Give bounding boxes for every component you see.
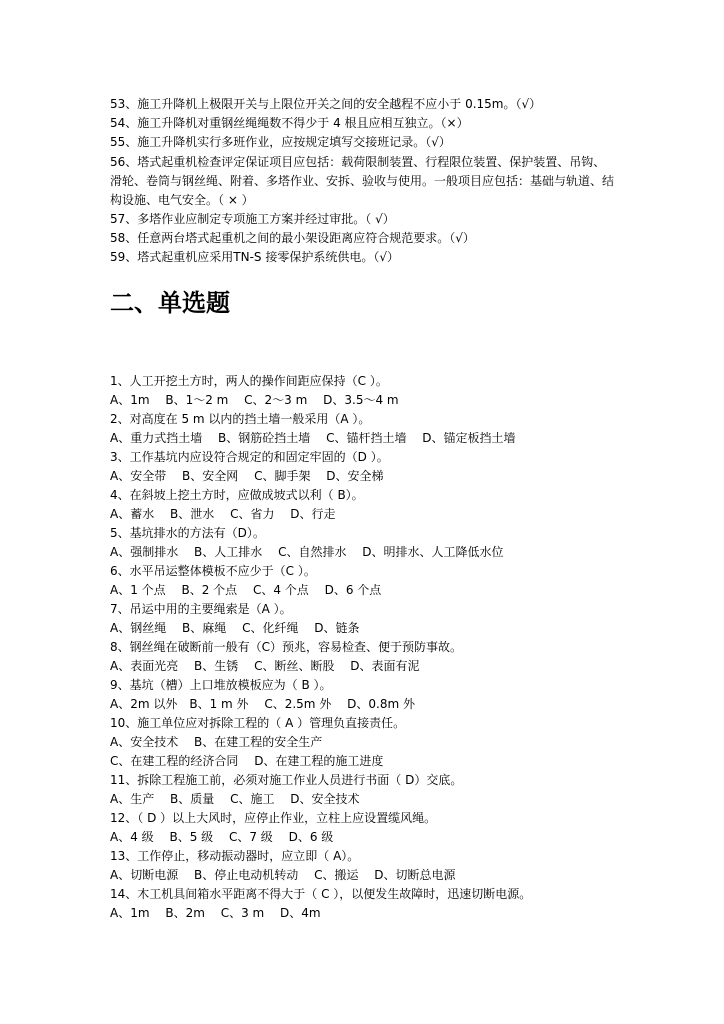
question-6: 6、水平吊运整体模板不应少于（C ）。 bbox=[110, 564, 316, 578]
question-14-options: A、1m B、2m C、3 m D、4m bbox=[110, 906, 321, 920]
question-9: 9、基坑（槽）上口堆放模板应为（ B ）。 bbox=[110, 678, 332, 692]
question-9-options: A、2m 以外 B、1 m 外 C、2.5m 外 D、0.8m 外 bbox=[110, 697, 415, 711]
question-11-options: A、生产 B、质量 C、施工 D、安全技术 bbox=[110, 792, 360, 806]
section-title: 二、单选题 bbox=[110, 288, 230, 317]
question-10-options-2: C、在建工程的经济合同 D、在建工程的施工进度 bbox=[110, 754, 384, 768]
question-3: 3、工作基坑内应设符合规定的和固定牢固的（D ）。 bbox=[110, 450, 389, 464]
question-1: 1、人工开挖土方时，两人的操作间距应保持（C ）。 bbox=[110, 374, 388, 388]
question-3-options: A、安全带 B、安全网 C、脚手架 D、安全梯 bbox=[110, 469, 384, 483]
question-10: 10、施工单位应对拆除工程的（ A ）管理负直接责任。 bbox=[110, 716, 406, 730]
tf-item-53: 53、施工升降机上极限开关与上限位开关之间的安全越程不应小于 0.15m。（√） bbox=[110, 97, 542, 111]
question-14: 14、木工机具间箱水平距离不得大于（ C ），以便发生故障时，迅速切断电源。 bbox=[110, 887, 532, 901]
question-13-options: A、切断电源 B、停止电动机转动 C、搬运 D、切断总电源 bbox=[110, 868, 456, 882]
tf-item-55: 55、施工升降机实行多班作业，应按规定填写交接班记录。（√） bbox=[110, 135, 451, 149]
question-12-options: A、4 级 B、5 级 C、7 级 D、6 级 bbox=[110, 830, 334, 844]
question-4-options: A、蓄水 B、泄水 C、省力 D、行走 bbox=[110, 507, 336, 521]
question-5: 5、基坑排水的方法有（D）。 bbox=[110, 526, 265, 540]
question-2-options: A、重力式挡土墙 B、钢筋砼挡土墙 C、锚杆挡土墙 D、锚定板挡土墙 bbox=[110, 431, 516, 445]
question-1-options: A、1m B、1～2 m C、2～3 m D、3.5～4 m bbox=[110, 393, 399, 407]
question-6-options: A、1 个点 B、2 个点 C、4 个点 D、6 个点 bbox=[110, 583, 382, 597]
tf-item-56-line-1: 56、塔式起重机检查评定保证项目应包括：载荷限制装置、行程限位装置、保护装置、吊钩、 bbox=[110, 155, 606, 169]
question-8: 8、钢丝绳在破断前一般有（C）预兆，容易检查、便于预防事故。 bbox=[110, 640, 463, 654]
tf-item-59: 59、塔式起重机应采用TN-S 接零保护系统供电。（√） bbox=[110, 250, 399, 264]
tf-item-56-line-3: 构设施、电气安全。（ × ） bbox=[110, 193, 254, 207]
tf-item-57: 57、多塔作业应制定专项施工方案并经过审批。（ √） bbox=[110, 212, 395, 226]
tf-item-56-line-2: 滑轮、卷筒与钢丝绳、附着、多塔作业、安拆、验收与使用。一般项目应包括：基础与轨道、结 bbox=[110, 174, 615, 188]
question-12: 12、（ D ）以上大风时，应停止作业，立柱上应设置缆风绳。 bbox=[110, 811, 437, 825]
question-7: 7、吊运中用的主要绳索是（A ）。 bbox=[110, 602, 292, 616]
tf-item-54: 54、施工升降机对重钢丝绳绳数不得少于 4 根且应相互独立。（×） bbox=[110, 116, 469, 130]
question-2: 2、对高度在 5 m 以内的挡土墙一般采用（A ）。 bbox=[110, 412, 371, 426]
question-11: 11、拆除工程施工前，必须对施工作业人员进行书面（ D）交底。 bbox=[110, 773, 463, 787]
question-13: 13、工作停止，移动振动器时，应立即（ A）。 bbox=[110, 849, 360, 863]
question-5-options: A、强制排水 B、人工排水 C、自然排水 D、明排水、人工降低水位 bbox=[110, 545, 504, 559]
question-10-options-1: A、安全技术 B、在建工程的安全生产 bbox=[110, 735, 323, 749]
tf-item-58: 58、任意两台塔式起重机之间的最小架设距离应符合规范要求。（√） bbox=[110, 231, 475, 245]
question-4: 4、在斜坡上挖土方时，应做成坡式以利（ B）。 bbox=[110, 488, 364, 502]
question-8-options: A、表面光亮 B、生锈 C、断丝、断股 D、表面有泥 bbox=[110, 659, 420, 673]
question-7-options: A、钢丝绳 B、麻绳 C、化纤绳 D、链条 bbox=[110, 621, 360, 635]
